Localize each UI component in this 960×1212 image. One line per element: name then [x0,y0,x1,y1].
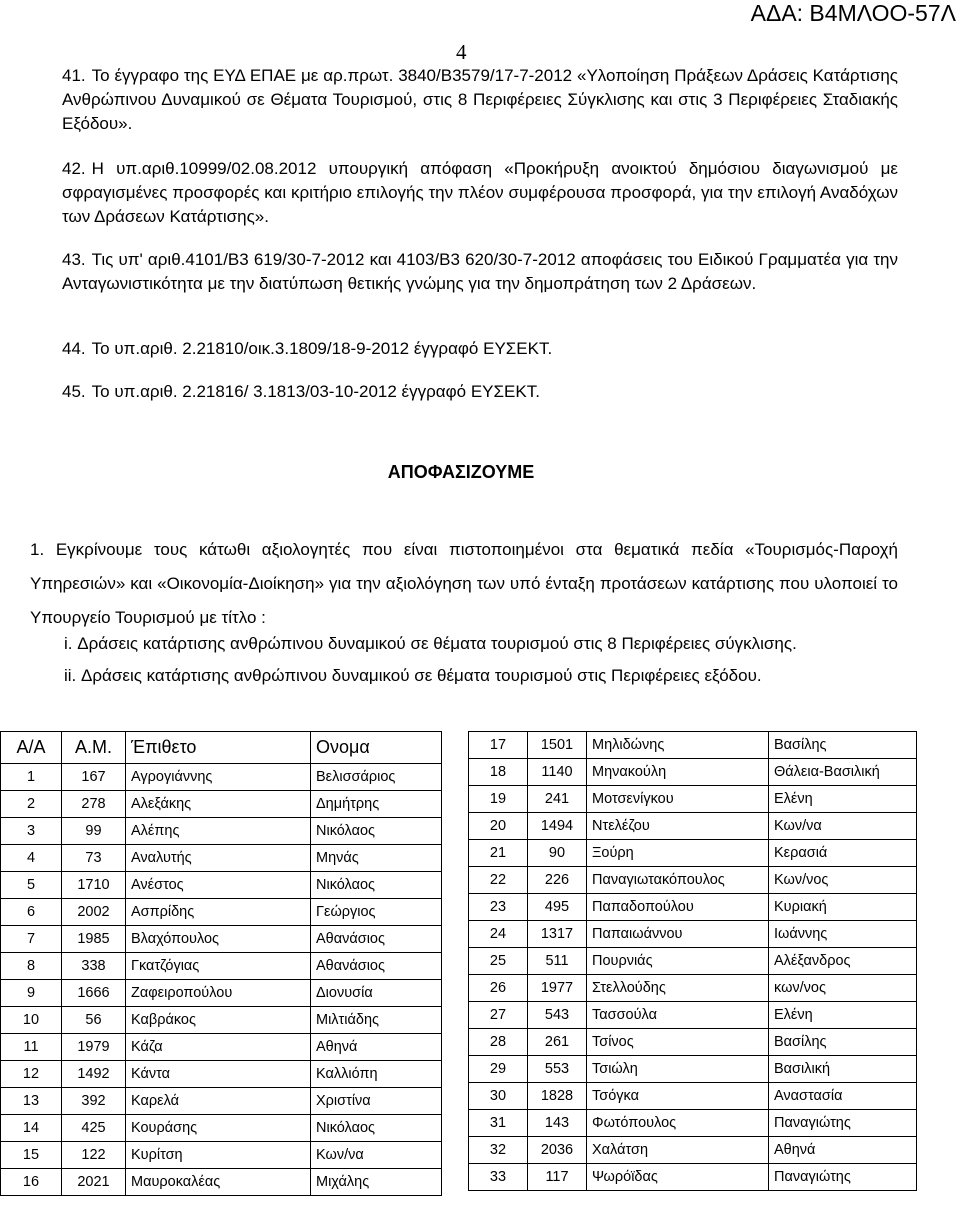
cell-name: Βασιλική [769,1056,917,1083]
cell-aa: 19 [469,786,528,813]
cell-aa: 18 [469,759,528,786]
cell-am: 543 [528,1002,587,1029]
cell-name: Αναστασία [769,1083,917,1110]
cell-aa: 24 [469,921,528,948]
cell-am: 1492 [62,1061,126,1088]
cell-am: 56 [62,1007,126,1034]
cell-name: Αθανάσιος [311,953,442,980]
cell-surname: Αλέπης [126,818,311,845]
cell-aa: 32 [469,1137,528,1164]
table-row [469,948,917,975]
cell-aa: 12 [1,1061,62,1088]
table-row [1,1034,442,1061]
cell-surname: Αγρογιάννης [126,764,311,791]
cell-aa: 14 [1,1115,62,1142]
cell-name: Ελένη [769,1002,917,1029]
cell-aa: 26 [469,975,528,1002]
cell-surname: Ασπρίδης [126,899,311,926]
cell-am: 1977 [528,975,587,1002]
cell-surname: Γκατζόγιας [126,953,311,980]
item-number: ii. [64,666,77,685]
cell-name: Παναγιώτης [769,1110,917,1137]
paragraph-text: Το έγγραφο της ΕΥΔ ΕΠΑΕ με αρ.πρωτ. 3840/Β3579/17-7-2012 «Υλοποίηση Πράξεων Δράσεις Κατάρτισης Ανθρώπινου Δυναμικού σε Θέματα Τουρισμού, στις 8 Περιφέρειες Σύγκλισης και στις 3 Περιφέρειες Σταδιακής Εξόδου». [62,66,898,133]
cell-aa: 30 [469,1083,528,1110]
table-row [469,1137,917,1164]
table-row [469,840,917,867]
cell-name: Καλλιόπη [311,1061,442,1088]
cell-surname: Φωτόπουλος [587,1110,769,1137]
paragraph-number: 42. [62,159,86,178]
cell-am: 122 [62,1142,126,1169]
cell-surname: Μηλιδώνης [587,732,769,759]
cell-surname: Μαυροκαλέας [126,1169,311,1196]
cell-name: Αλέξανδρος [769,948,917,975]
cell-name: Θάλεια-Βασιλική [769,759,917,786]
table-row [1,872,442,899]
cell-name: Διονυσία [311,980,442,1007]
cell-am: 338 [62,953,126,980]
paragraph-text: Η υπ.αριθ.10999/02.08.2012 υπουργική απόφαση «Προκήρυξη ανοικτού δημόσιου διαγωνισμού με σφραγισμένες προσφορές και κριτήριο επιλογής την πλέον συμφέρουσα προσφορά, για την επιλογή Αναδόχων των Δράσεων Κατάρτισης». [62,159,898,226]
table-row [469,1083,917,1110]
cell-name: Γεώργιος [311,899,442,926]
cell-surname: Κάζα [126,1034,311,1061]
cell-surname: Κουράσης [126,1115,311,1142]
cell-name: Νικόλαος [311,872,442,899]
cell-aa: 31 [469,1110,528,1137]
table-row [469,732,917,759]
cell-aa: 7 [1,926,62,953]
table-row [469,786,917,813]
cell-surname: Ξούρη [587,840,769,867]
cell-aa: 3 [1,818,62,845]
paragraph-number: 45. [62,382,86,401]
table-row [469,1164,917,1191]
decision-text: 1. Εγκρίνουμε τους κάτωθι αξιολογητές που είναι πιστοποιημένοι στα θεματικά πεδία «Τουρισμός-Παροχή Υπηρεσιών» και «Οικονομία-Διοίκηση» για την αξιολόγηση των υπό ένταξη προτάσεων κατάρτισης που υλοποιεί το Υπουργείο Τουρισμού με τίτλο : [30,540,898,627]
cell-am: 495 [528,894,587,921]
cell-am: 1666 [62,980,126,1007]
cell-am: 392 [62,1088,126,1115]
cell-aa: 6 [1,899,62,926]
cell-am: 90 [528,840,587,867]
cell-surname: Παπαδοπούλου [587,894,769,921]
cell-surname: Στελλούδης [587,975,769,1002]
cell-am: 1710 [62,872,126,899]
cell-surname: Ζαφειροπούλου [126,980,311,1007]
paragraph-number: 44. [62,339,86,358]
cell-name: Αθανάσιος [311,926,442,953]
cell-surname: Ανέστος [126,872,311,899]
cell-surname: Καρελά [126,1088,311,1115]
paragraph-text: Τις υπ' αριθ.4101/Β3 619/30-7-2012 και 4103/Β3 620/30-7-2012 αποφάσεις του Ειδικού Γραμματέα για την Ανταγωνιστικότητα με την διατύπωση θετικής γνώμης για την δημοπράτηση των 2 Δράσεων. [62,250,898,293]
cell-name: Χριστίνα [311,1088,442,1115]
table-row [1,1169,442,1196]
cell-aa: 11 [1,1034,62,1061]
cell-name: Κων/να [769,813,917,840]
table-header-row [1,732,442,764]
paragraph-text: Το υπ.αριθ. 2.21810/οικ.3.1809/18-9-2012 έγγραφό ΕΥΣΕΚΤ. [91,339,553,358]
cell-name: Μηνάς [311,845,442,872]
table-row [469,921,917,948]
cell-am: 2036 [528,1137,587,1164]
cell-am: 261 [528,1029,587,1056]
cell-surname: Χαλάτση [587,1137,769,1164]
cell-am: 1494 [528,813,587,840]
cell-am: 278 [62,791,126,818]
ada-code: ΑΔΑ: Β4ΜΛΟΟ-57Λ [750,0,956,26]
table-row [1,1007,442,1034]
cell-am: 511 [528,948,587,975]
table-row [1,980,442,1007]
table-row [469,867,917,894]
cell-am: 226 [528,867,587,894]
table-row [1,1088,442,1115]
cell-am: 167 [62,764,126,791]
table-row [1,953,442,980]
cell-am: 425 [62,1115,126,1142]
header-name: Ονομα [311,732,442,764]
cell-aa: 5 [1,872,62,899]
cell-name: Δημήτρης [311,791,442,818]
cell-name: Βελισσάριος [311,764,442,791]
cell-aa: 33 [469,1164,528,1191]
cell-name: Μιχάλης [311,1169,442,1196]
cell-am: 1140 [528,759,587,786]
paragraph-44 [62,337,898,361]
decision-item-ii [64,659,762,693]
cell-name: Κων/νος [769,867,917,894]
cell-name: Νικόλαος [311,818,442,845]
table-row [469,1002,917,1029]
cell-surname: Πουρνιάς [587,948,769,975]
cell-aa: 15 [1,1142,62,1169]
cell-aa: 13 [1,1088,62,1115]
cell-am: 99 [62,818,126,845]
cell-am: 117 [528,1164,587,1191]
cell-aa: 9 [1,980,62,1007]
paragraph-43 [62,248,898,296]
cell-aa: 2 [1,791,62,818]
cell-surname: Τσίνος [587,1029,769,1056]
table-row [469,759,917,786]
cell-name: Αθηνά [769,1137,917,1164]
cell-aa: 20 [469,813,528,840]
cell-am: 1979 [62,1034,126,1061]
cell-aa: 27 [469,1002,528,1029]
cell-name: Βασίλης [769,732,917,759]
cell-am: 73 [62,845,126,872]
table-row [469,1029,917,1056]
cell-aa: 21 [469,840,528,867]
cell-name: Αθηνά [311,1034,442,1061]
table-row [1,1115,442,1142]
cell-aa: 23 [469,894,528,921]
table-row [469,894,917,921]
table-row [1,791,442,818]
cell-name: κων/νος [769,975,917,1002]
page-number: 4 [456,40,467,64]
cell-name: Ιωάννης [769,921,917,948]
cell-am: 2021 [62,1169,126,1196]
table-row [1,926,442,953]
cell-name: Ελένη [769,786,917,813]
cell-aa: 28 [469,1029,528,1056]
item-number: i. [64,634,73,653]
header-am: Α.Μ. [62,732,126,764]
cell-surname: Βλαχόπουλος [126,926,311,953]
paragraph-41 [62,64,898,136]
cell-aa: 16 [1,1169,62,1196]
cell-am: 1985 [62,926,126,953]
cell-aa: 25 [469,948,528,975]
table-row [469,1056,917,1083]
cell-surname: Κυρίτση [126,1142,311,1169]
cell-surname: Μηνακούλη [587,759,769,786]
cell-surname: Ντελέζου [587,813,769,840]
paragraph-text: Το υπ.αριθ. 2.21816/ 3.1813/03-10-2012 έγγραφό ΕΥΣΕΚΤ. [91,382,540,401]
item-text: Δράσεις κατάρτισης ανθρώπινου δυναμικού σε θέματα τουρισμού στις 8 Περιφέρειες σύγκλισης. [77,634,797,653]
cell-surname: Ψωρόϊδας [587,1164,769,1191]
cell-name: Βασίλης [769,1029,917,1056]
cell-surname: Αλεξάκης [126,791,311,818]
table-row [1,845,442,872]
table-row [1,818,442,845]
paragraph-45 [62,380,898,404]
table-row [1,1061,442,1088]
header-aa: Α/Α [1,732,62,764]
cell-surname: Παπαιωάννου [587,921,769,948]
cell-name: Κερασιά [769,840,917,867]
header-surname: Έπιθετο [126,732,311,764]
cell-surname: Αναλυτής [126,845,311,872]
cell-aa: 22 [469,867,528,894]
cell-aa: 29 [469,1056,528,1083]
decision-item-i [64,627,797,661]
cell-surname: Κάντα [126,1061,311,1088]
paragraph-42 [62,157,898,229]
item-text: Δράσεις κατάρτισης ανθρώπινου δυναμικού σε θέματα τουρισμού στις Περιφέρειες εξόδου. [81,666,762,685]
cell-aa: 1 [1,764,62,791]
table-row [1,1142,442,1169]
cell-name: Νικόλαος [311,1115,442,1142]
evaluators-table-left [0,731,442,1196]
cell-am: 241 [528,786,587,813]
cell-aa: 4 [1,845,62,872]
table-row [1,764,442,791]
evaluators-table-right [468,731,917,1191]
table-row [469,1110,917,1137]
decision-heading: ΑΠΟΦΑΣΙΖΟΥΜΕ [387,462,535,482]
cell-am: 1317 [528,921,587,948]
cell-surname: Μοτσενίγκου [587,786,769,813]
cell-am: 1828 [528,1083,587,1110]
cell-am: 143 [528,1110,587,1137]
cell-surname: Παναγιωτακόπουλος [587,867,769,894]
cell-name: Μιλτιάδης [311,1007,442,1034]
paragraph-number: 43. [62,250,86,269]
cell-name: Κων/να [311,1142,442,1169]
cell-name: Παναγιώτης [769,1164,917,1191]
table-row [469,975,917,1002]
cell-am: 1501 [528,732,587,759]
cell-aa: 17 [469,732,528,759]
cell-surname: Τσιώλη [587,1056,769,1083]
cell-surname: Τασσούλα [587,1002,769,1029]
paragraph-number: 41. [62,66,86,85]
cell-am: 2002 [62,899,126,926]
cell-surname: Τσόγκα [587,1083,769,1110]
cell-name: Κυριακή [769,894,917,921]
table-row [1,899,442,926]
cell-aa: 8 [1,953,62,980]
cell-surname: Καβράκος [126,1007,311,1034]
cell-am: 553 [528,1056,587,1083]
table-row [469,813,917,840]
cell-aa: 10 [1,1007,62,1034]
